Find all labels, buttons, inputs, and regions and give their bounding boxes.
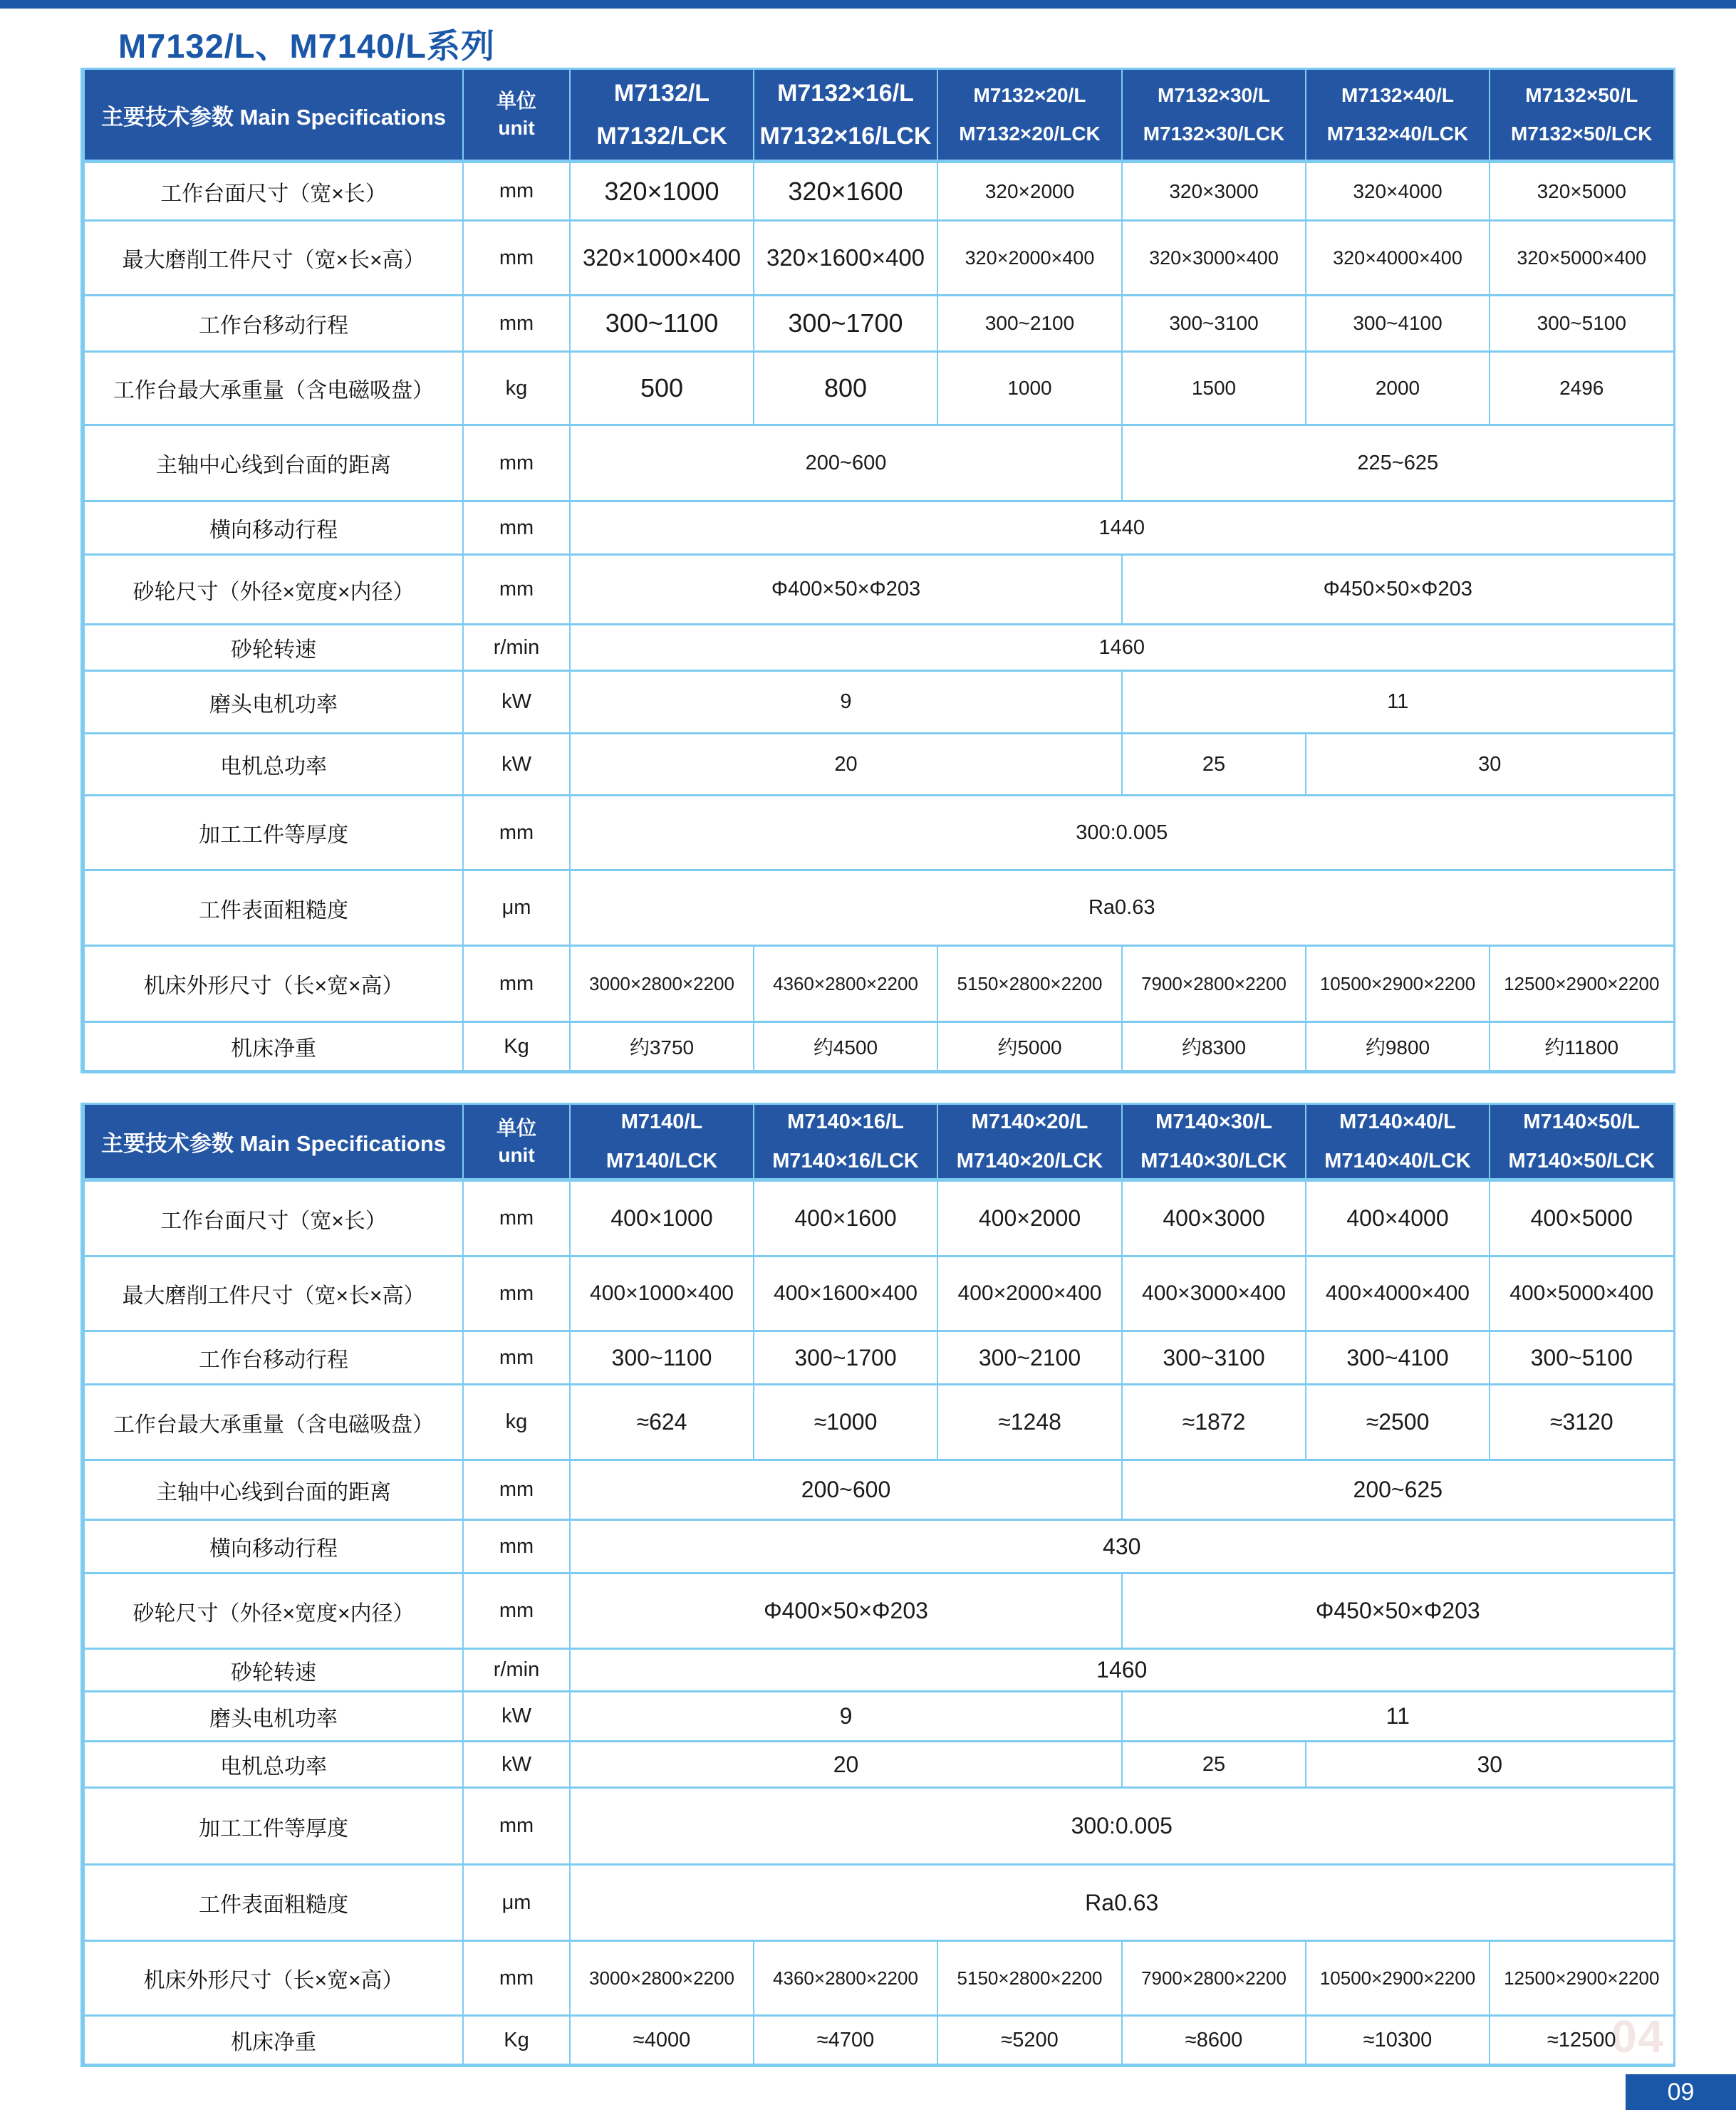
spec-value-cell: 400×4000×400 [1306, 1257, 1490, 1331]
unit-cell: mm [463, 555, 570, 625]
header-row [83, 1104, 1674, 1180]
unit-cell: mm [463, 162, 570, 221]
main-specifications-header: 主要技术参数 Main Specifications [83, 69, 463, 162]
model-header-cell [754, 1104, 937, 1180]
model-header-cell [1490, 1104, 1674, 1180]
spec-table [80, 68, 1675, 1073]
spec-row [83, 870, 1674, 946]
spec-value-cell: Φ450×50×Φ203 [1122, 555, 1674, 625]
model-name-lck: M7140/LCK [605, 1149, 718, 1172]
unit-cell: kW [463, 1692, 570, 1742]
spec-row [83, 734, 1674, 796]
unit-cell: kW [463, 1742, 570, 1788]
spec-value-cell: ≈5200 [937, 2016, 1122, 2066]
model-header-cell [570, 1104, 754, 1180]
spec-label-cell: 加工工件等厚度 [83, 796, 463, 870]
spec-value-cell: ≈2500 [1306, 1385, 1490, 1460]
spec-value-cell: 300~5100 [1490, 296, 1674, 352]
spec-label-cell: 主轴中心线到台面的距离 [83, 425, 463, 501]
unit-cell: mm [463, 425, 570, 501]
spec-value-cell: 约5000 [937, 1022, 1122, 1072]
spec-value-cell: 10500×2900×2200 [1306, 1941, 1490, 2016]
spec-value-cell: 12500×2900×2200 [1490, 1941, 1674, 2016]
model-header-cell [1122, 69, 1306, 162]
spec-value-cell: 320×2000 [937, 162, 1122, 221]
spec-label-cell: 工作台面尺寸（宽×长） [83, 1180, 463, 1257]
model-name: M7140×16/L [787, 1110, 904, 1133]
model-name: M7140×50/L [1523, 1110, 1641, 1133]
spec-label-cell: 最大磨削工件尺寸（宽×长×高） [83, 1257, 463, 1331]
spec-row [83, 1331, 1674, 1385]
spec-value-cell: ≈4700 [754, 2016, 937, 2066]
spec-value-cell: 300~4100 [1306, 1331, 1490, 1385]
unit-cell: mm [463, 796, 570, 870]
spec-value-cell: 9 [570, 671, 1122, 734]
unit-cell: Kg [463, 2016, 570, 2066]
spec-value-cell: 11 [1122, 671, 1674, 734]
spec-value-cell: 500 [570, 352, 754, 425]
spec-row [83, 946, 1674, 1022]
spec-label-cell: 工作台最大承重量（含电磁吸盘） [83, 1385, 463, 1460]
unit-header: 单位 unit [463, 1104, 570, 1180]
spec-table-m7140-series [80, 1103, 1672, 2067]
spec-row [83, 2016, 1674, 2066]
spec-value-cell: 5150×2800×2200 [937, 1941, 1122, 2016]
unit-cell: kg [463, 352, 570, 425]
model-header-cell [1306, 1104, 1490, 1180]
spec-value-cell: 225~625 [1122, 425, 1674, 501]
model-header-cell [1122, 1104, 1306, 1180]
spec-label-cell: 机床外形尺寸（长×宽×高） [83, 946, 463, 1022]
header-row [83, 69, 1674, 162]
unit-cell: mm [463, 1941, 570, 2016]
spec-row [83, 1941, 1674, 2016]
spec-label-cell: 工作台面尺寸（宽×长） [83, 162, 463, 221]
unit-cell: mm [463, 1788, 570, 1865]
spec-value-cell: 10500×2900×2200 [1306, 946, 1490, 1022]
spec-value-cell: Φ450×50×Φ203 [1122, 1574, 1674, 1649]
spec-value-cell: 300~5100 [1490, 1331, 1674, 1385]
model-name-lck: M7140×20/LCK [956, 1149, 1103, 1172]
spec-row [83, 352, 1674, 425]
spec-value-cell: ≈10300 [1306, 2016, 1490, 2066]
spec-value-cell: Φ400×50×Φ203 [570, 555, 1122, 625]
unit-cell: Kg [463, 1022, 570, 1072]
unit-cell: mm [463, 221, 570, 296]
spec-value-cell: 300~2100 [937, 296, 1122, 352]
spec-value-cell: 300~4100 [1306, 296, 1490, 352]
spec-label-cell: 工件表面粗糙度 [83, 870, 463, 946]
spec-label-cell: 加工工件等厚度 [83, 1788, 463, 1865]
model-header-cell [1490, 69, 1674, 162]
unit-cell: kW [463, 734, 570, 796]
spec-value-cell: 400×5000 [1490, 1180, 1674, 1257]
spec-label-cell: 电机总功率 [83, 1742, 463, 1788]
page-number-badge [1626, 2074, 1736, 2110]
unit-cell: mm [463, 1257, 570, 1331]
model-name-lck: M7132×20/LCK [959, 123, 1101, 145]
spec-row [83, 796, 1674, 870]
spec-value-cell: 11 [1122, 1692, 1674, 1742]
page-number: 09 [1667, 2078, 1695, 2106]
spec-value-cell: ≈4000 [570, 2016, 754, 2066]
unit-cell: r/min [463, 625, 570, 671]
spec-row [83, 1574, 1674, 1649]
spec-value-cell: 400×1000×400 [570, 1257, 754, 1331]
spec-value-cell: ≈12500 [1490, 2016, 1674, 2066]
spec-value-cell: 300~1100 [570, 296, 754, 352]
spec-value-cell: 1460 [570, 1649, 1674, 1692]
spec-value-cell: 1460 [570, 625, 1674, 671]
spec-value-cell: 5150×2800×2200 [937, 946, 1122, 1022]
spec-value-cell: 320×5000×400 [1490, 221, 1674, 296]
unit-cell: mm [463, 501, 570, 555]
spec-value-cell: Ra0.63 [570, 870, 1674, 946]
model-name-lck: M7140×40/LCK [1324, 1149, 1471, 1172]
model-name: M7132×40/L [1341, 84, 1454, 106]
spec-row [83, 1649, 1674, 1692]
spec-label-cell: 磨头电机功率 [83, 1692, 463, 1742]
spec-value-cell: 320×3000×400 [1122, 221, 1306, 296]
spec-value-cell: 约11800 [1490, 1022, 1674, 1072]
spec-value-cell: 30 [1306, 734, 1674, 796]
model-name: M7132/L [613, 80, 710, 107]
model-name: M7132×16/L [777, 80, 914, 107]
spec-value-cell: 320×2000×400 [937, 221, 1122, 296]
spec-value-cell: 4360×2800×2200 [754, 946, 937, 1022]
unit-cell: mm [463, 1574, 570, 1649]
spec-value-cell: 400×1000 [570, 1180, 754, 1257]
model-name: M7140/L [620, 1110, 703, 1133]
spec-value-cell: 300~3100 [1122, 1331, 1306, 1385]
spec-value-cell: 320×1600×400 [754, 221, 937, 296]
spec-row [83, 425, 1674, 501]
spec-value-cell: 7900×2800×2200 [1122, 1941, 1306, 2016]
spec-value-cell: 320×5000 [1490, 162, 1674, 221]
spec-value-cell: 300:0.005 [570, 1788, 1674, 1865]
model-name-lck: M7140×30/LCK [1140, 1149, 1287, 1172]
spec-label-cell: 工件表面粗糙度 [83, 1865, 463, 1941]
spec-value-cell: 300~2100 [937, 1331, 1122, 1385]
spec-value-cell: 320×1600 [754, 162, 937, 221]
spec-value-cell: 约8300 [1122, 1022, 1306, 1072]
unit-cell: mm [463, 1180, 570, 1257]
model-name-lck: M7132×50/LCK [1511, 123, 1653, 145]
spec-value-cell: 400×2000×400 [937, 1257, 1122, 1331]
model-name: M7140×30/L [1155, 1110, 1272, 1133]
model-header-cell [1306, 69, 1490, 162]
spec-value-cell: 800 [754, 352, 937, 425]
model-name: M7132×50/L [1525, 84, 1638, 106]
spec-value-cell: 300~3100 [1122, 296, 1306, 352]
spec-table [80, 1103, 1675, 2067]
spec-value-cell: 约3750 [570, 1022, 754, 1072]
unit-cell: μm [463, 1865, 570, 1941]
spec-value-cell: 400×1600×400 [754, 1257, 937, 1331]
unit-cell: mm [463, 1331, 570, 1385]
spec-value-cell: 320×4000 [1306, 162, 1490, 221]
spec-label-cell: 机床外形尺寸（长×宽×高） [83, 1941, 463, 2016]
spec-value-cell: ≈624 [570, 1385, 754, 1460]
spec-label-cell: 机床净重 [83, 1022, 463, 1072]
unit-cell: kg [463, 1385, 570, 1460]
spec-value-cell: 20 [570, 1742, 1122, 1788]
model-header-cell [937, 69, 1122, 162]
spec-value-cell: 400×4000 [1306, 1180, 1490, 1257]
model-name: M7140×40/L [1339, 1110, 1456, 1133]
model-name: M7140×20/L [971, 1110, 1088, 1133]
model-name-lck: M7132×40/LCK [1326, 123, 1469, 145]
spec-label-cell: 最大磨削工件尺寸（宽×长×高） [83, 221, 463, 296]
unit-header: 单位 unit [463, 69, 570, 162]
spec-value-cell: Ra0.63 [570, 1865, 1674, 1941]
spec-label-cell: 机床净重 [83, 2016, 463, 2066]
spec-value-cell: 1440 [570, 501, 1674, 555]
spec-row [83, 162, 1674, 221]
model-header-cell [754, 69, 937, 162]
spec-value-cell: 400×3000 [1122, 1180, 1306, 1257]
spec-row [83, 1385, 1674, 1460]
spec-value-cell: 320×1000 [570, 162, 754, 221]
spec-value-cell: 320×1000×400 [570, 221, 754, 296]
spec-label-cell: 磨头电机功率 [83, 671, 463, 734]
spec-value-cell: Φ400×50×Φ203 [570, 1574, 1122, 1649]
spec-value-cell: 400×2000 [937, 1180, 1122, 1257]
spec-value-cell: 300~1700 [754, 1331, 937, 1385]
spec-value-cell: 约4500 [754, 1022, 937, 1072]
unit-cell: mm [463, 1460, 570, 1520]
model-header-cell [937, 1104, 1122, 1180]
spec-row [83, 1180, 1674, 1257]
spec-row [83, 1022, 1674, 1072]
main-specifications-header: 主要技术参数 Main Specifications [83, 1104, 463, 1180]
model-name-lck: M7140×50/LCK [1508, 1149, 1656, 1172]
top-accent-bar [0, 0, 1736, 9]
spec-label-cell: 横向移动行程 [83, 1520, 463, 1574]
spec-row [83, 296, 1674, 352]
spec-value-cell: 3000×2800×2200 [570, 1941, 754, 2016]
spec-label-cell: 砂轮转速 [83, 1649, 463, 1692]
spec-row [83, 1460, 1674, 1520]
unit-cell: μm [463, 870, 570, 946]
spec-label-cell: 工作台移动行程 [83, 1331, 463, 1385]
spec-value-cell: 约9800 [1306, 1022, 1490, 1072]
spec-value-cell: 200~600 [570, 1460, 1122, 1520]
spec-label-cell: 电机总功率 [83, 734, 463, 796]
spec-label-cell: 砂轮尺寸（外径×宽度×内径） [83, 1574, 463, 1649]
spec-label-cell: 工作台最大承重量（含电磁吸盘） [83, 352, 463, 425]
model-name: M7132×30/L [1158, 84, 1270, 106]
spec-value-cell: 20 [570, 734, 1122, 796]
model-name: M7132×20/L [973, 84, 1086, 106]
spec-row [83, 1742, 1674, 1788]
spec-label-cell: 砂轮尺寸（外径×宽度×内径） [83, 555, 463, 625]
spec-row [83, 501, 1674, 555]
spec-row [83, 625, 1674, 671]
unit-cell: mm [463, 296, 570, 352]
spec-value-cell: 200~600 [570, 425, 1122, 501]
spec-value-cell: ≈3120 [1490, 1385, 1674, 1460]
spec-value-cell: 1000 [937, 352, 1122, 425]
spec-row [83, 671, 1674, 734]
spec-row [83, 1520, 1674, 1574]
spec-value-cell: 300:0.005 [570, 796, 1674, 870]
model-name-lck: M7132×16/LCK [759, 123, 932, 150]
spec-label-cell: 横向移动行程 [83, 501, 463, 555]
spec-value-cell: 300~1700 [754, 296, 937, 352]
model-header-cell [570, 69, 754, 162]
page-title: M7132/L、M7140/L系列 [118, 27, 495, 65]
spec-value-cell: ≈1000 [754, 1385, 937, 1460]
spec-row [83, 555, 1674, 625]
unit-cell: mm [463, 1520, 570, 1574]
spec-table-m7132-series [80, 68, 1672, 1073]
spec-value-cell: 7900×2800×2200 [1122, 946, 1306, 1022]
model-name-lck: M7140×16/LCK [772, 1149, 919, 1172]
spec-row [83, 1788, 1674, 1865]
spec-value-cell: ≈1872 [1122, 1385, 1306, 1460]
model-name-lck: M7132×30/LCK [1143, 123, 1285, 145]
spec-value-cell: 9 [570, 1692, 1122, 1742]
model-name-lck: M7132/LCK [596, 123, 727, 150]
spec-value-cell: 1500 [1122, 352, 1306, 425]
spec-row [83, 221, 1674, 296]
spec-row [83, 1865, 1674, 1941]
spec-value-cell: 30 [1306, 1742, 1674, 1788]
spec-value-cell: ≈1248 [937, 1385, 1122, 1460]
spec-value-cell: 320×4000×400 [1306, 221, 1490, 296]
unit-cell: kW [463, 671, 570, 734]
spec-value-cell: 4360×2800×2200 [754, 1941, 937, 2016]
spec-label-cell: 主轴中心线到台面的距离 [83, 1460, 463, 1520]
unit-cell: r/min [463, 1649, 570, 1692]
spec-value-cell: 12500×2900×2200 [1490, 946, 1674, 1022]
spec-value-cell: 2000 [1306, 352, 1490, 425]
spec-value-cell: 3000×2800×2200 [570, 946, 754, 1022]
spec-value-cell: 400×3000×400 [1122, 1257, 1306, 1331]
spec-value-cell: 25 [1122, 1742, 1306, 1788]
spec-value-cell: 300~1100 [570, 1331, 754, 1385]
spec-value-cell: 400×1600 [754, 1180, 937, 1257]
spec-label-cell: 工作台移动行程 [83, 296, 463, 352]
spec-value-cell: 400×5000×400 [1490, 1257, 1674, 1331]
spec-value-cell: 320×3000 [1122, 162, 1306, 221]
spec-value-cell: 25 [1122, 734, 1306, 796]
background-watermark-number: 04 [1611, 2011, 1665, 2062]
spec-label-cell: 砂轮转速 [83, 625, 463, 671]
spec-row [83, 1257, 1674, 1331]
spec-row [83, 1692, 1674, 1742]
spec-value-cell: 2496 [1490, 352, 1674, 425]
spec-value-cell: ≈8600 [1122, 2016, 1306, 2066]
spec-value-cell: 200~625 [1122, 1460, 1674, 1520]
spec-value-cell: 430 [570, 1520, 1674, 1574]
unit-cell: mm [463, 946, 570, 1022]
